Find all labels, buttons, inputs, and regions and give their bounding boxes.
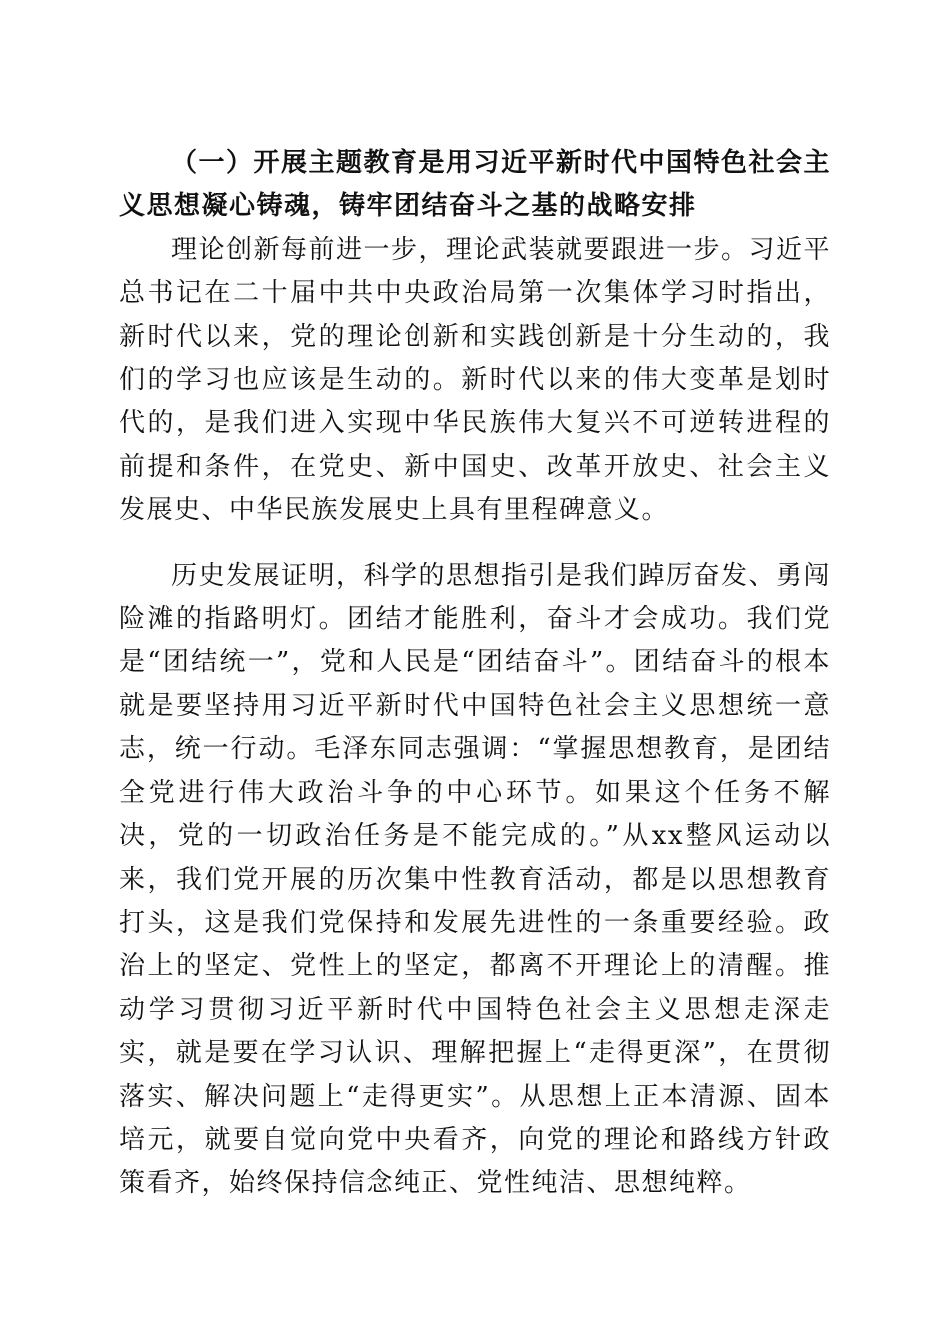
document-body (119, 142, 831, 1206)
paragraph-2: 历史发展证明，科学的思想指引是我们踔厉奋发、勇闯险滩的指路明灯。团结才能胜利，奋斗才会成功。我们党是“团结统一”，党和人民是“团结奋斗”。团结奋斗的根本就是要坚持用习近平新时代中国特色社会主义思想统一意志，统一行动。毛泽东同志强调：“掌握思想教育，是团结全党进行伟大政治斗争的中心环节。如果这个任务不解决，党的一切政治任务是不能完成的。”从xx整风运动以来，我们党开展的历次集中性教育活动，都是以思想教育打头，这是我们党保持和发展先进性的一条重要经验。政治上的坚定、党性上的坚定，都离不开理论上的清醒。推动学习贯彻习近平新时代中国特色社会主义思想走深走实，就是要在学习认识、理解把握上“走得更深”，在贯彻落实、解决问题上“走得更实”。从思想上正本清源、固本培元，就要自觉向党中央看齐，向党的理论和路线方针政策看齐，始终保持信念纯正、党性纯洁、思想纯粹。 (119, 560, 832, 1199)
paragraph-1: 理论创新每前进一步，理论武装就要跟进一步。习近平总书记在二十届中共中央政治局第一次集体学习时指出，新时代以来，党的理论创新和实践创新是十分生动的，我们的学习也应该是生动的。新时代以来的伟大变革是划时代的，是我们进入实现中华民族伟大复兴不可逆转进程的前提和条件，在党史、新中国史、改革开放史、社会主义发展史、中华民族发展史上具有里程碑意义。 (119, 234, 832, 526)
section-heading: （一）开展主题教育是用习近平新时代中国特色社会主义思想凝心铸魂，铸牢团结奋斗之基的战略安排 (119, 148, 832, 222)
